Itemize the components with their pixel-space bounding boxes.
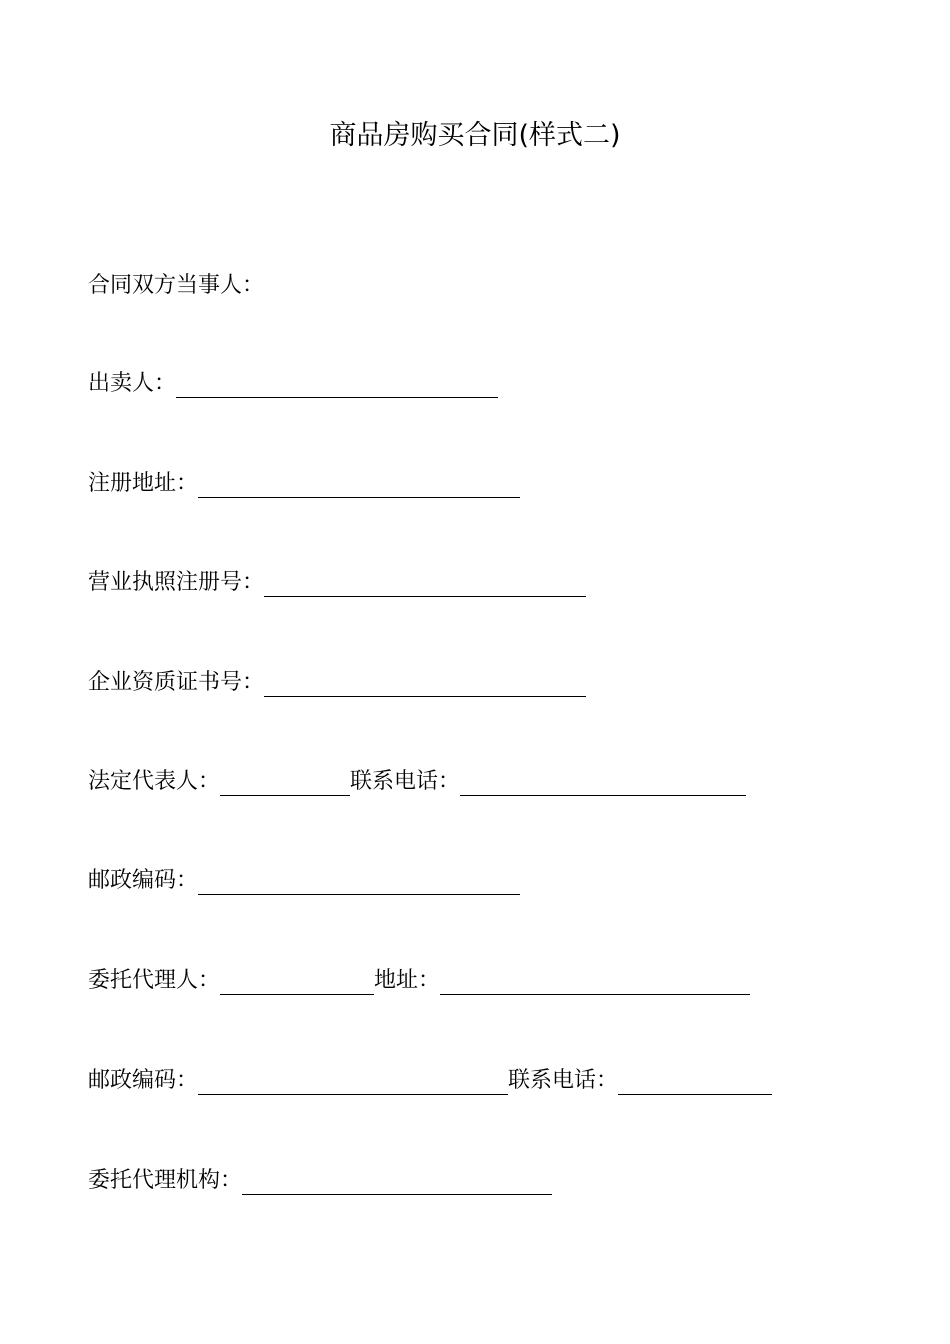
qualification-cert-blank[interactable]: [264, 670, 586, 697]
business-license-label: 营业执照注册号：: [88, 570, 265, 595]
agency-blank[interactable]: [242, 1168, 552, 1195]
document-title: 商品房购买合同(样式二): [329, 120, 621, 151]
agent-postal-code-label: 邮政编码：: [88, 1068, 199, 1093]
parties-heading: 合同双方当事人：: [88, 273, 265, 298]
legal-rep-line: [88, 766, 746, 798]
agent-address-blank[interactable]: [440, 968, 750, 995]
agent-label: 委托代理人：: [88, 968, 221, 993]
agent-address-label: 地址：: [374, 968, 441, 993]
parties-heading-line: [88, 270, 264, 302]
seller-line: [88, 368, 498, 400]
qualification-cert-label: 企业资质证书号：: [88, 670, 265, 695]
registered-address-line: [88, 468, 520, 500]
agency-line: [88, 1165, 552, 1197]
business-license-line: [88, 567, 586, 599]
seller-label: 出卖人：: [88, 371, 177, 396]
agent-contact-phone-blank[interactable]: [618, 1068, 772, 1095]
postal-code-line: [88, 865, 520, 897]
contact-phone-label: 联系电话：: [350, 769, 461, 794]
agent-postal-line: [88, 1065, 772, 1097]
seller-blank[interactable]: [176, 371, 498, 398]
agent-contact-phone-label: 联系电话：: [508, 1068, 619, 1093]
legal-rep-blank[interactable]: [220, 769, 350, 796]
agent-postal-code-blank[interactable]: [198, 1068, 508, 1095]
legal-rep-label: 法定代表人：: [88, 769, 221, 794]
postal-code-label: 邮政编码：: [88, 868, 199, 893]
postal-code-blank[interactable]: [198, 868, 520, 895]
agent-blank[interactable]: [220, 968, 374, 995]
agent-line: [88, 965, 750, 997]
registered-address-blank[interactable]: [198, 471, 520, 498]
registered-address-label: 注册地址：: [88, 471, 199, 496]
qualification-cert-line: [88, 667, 586, 699]
contact-phone-blank[interactable]: [460, 769, 746, 796]
business-license-blank[interactable]: [264, 570, 586, 597]
agency-label: 委托代理机构：: [88, 1168, 243, 1193]
